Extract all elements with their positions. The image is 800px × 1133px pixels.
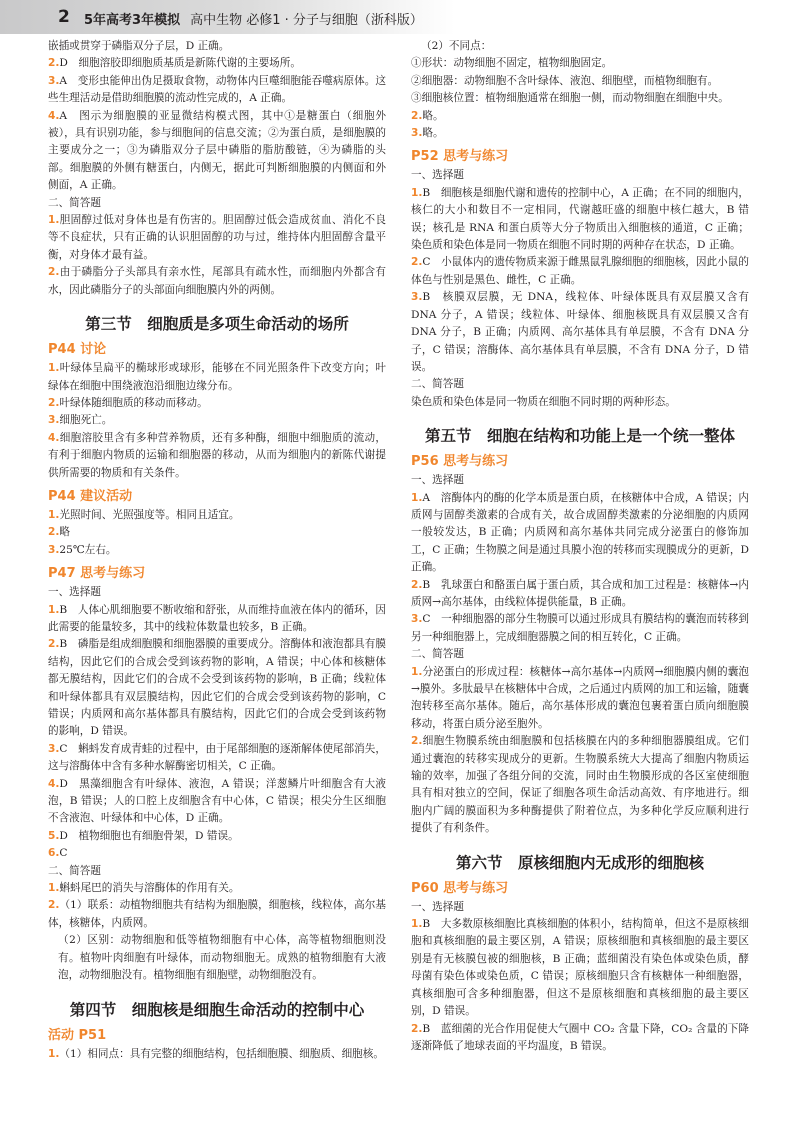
- subsection-heading: P56 思考与练习: [411, 454, 509, 470]
- answer-paragraph: [48, 524, 386, 541]
- answer-text: 胆固醇过低对身体也是有伤害的。胆固醇过低会造成贫血、消化不良等不良症状，只有正确的认识胆固醇的功与过，维持体内胆固醇含量平衡，对身体才最有益。: [48, 214, 386, 261]
- series-title: 5年高考3年模拟: [84, 13, 181, 28]
- answer-paragraph: 嵌插或贯穿于磷脂双分子层，D 正确。: [48, 40, 230, 52]
- left-column: [48, 38, 386, 1063]
- answer-paragraph: 二、简答题: [48, 864, 101, 877]
- section-title: 第三节 细胞质是多项生命活动的场所: [85, 315, 349, 334]
- answer-paragraph: [48, 55, 386, 72]
- item-number: 1.: [411, 186, 423, 199]
- answer-paragraph: [48, 264, 386, 299]
- answer-text: D 黑藻细胞含有叶绿体、液泡，A 错误；洋葱鳞片叶细胞含有大液泡，B 错误；人的口腔上皮细胞含有中心体，C 错误；根尖分生区细胞不含液泡、叶绿体和中心体，D 正确。: [48, 777, 386, 825]
- item-number: 1.: [48, 1047, 60, 1060]
- answer-text: 细胞生物膜系统由细胞膜和包括核膜在内的多种细胞器膜组成。它们通过囊泡的转移实现成分的更新。生物膜系统大大提高了细胞内物质运输的效率，加强了各组分间的交流，同时由生物膜形成的各区室使细胞具有相对独立的空间，保证了细胞各项生命活动高效、有序地进行。细胞内广阔的膜面积为多种酶提供了附着位点，为多种化学反应顺利进行提供了有利条件。: [411, 735, 749, 835]
- page-header: [0, 0, 800, 34]
- subsection-heading: P52 思考与练习: [411, 149, 509, 165]
- answer-paragraph: [411, 733, 749, 837]
- item-number: 1.: [411, 491, 423, 504]
- answer-text: 由于磷脂分子头部具有亲水性，尾部具有疏水性，而细胞内外都含有水，因此磷脂分子的头部面向细胞膜内外的两侧。: [48, 266, 386, 296]
- item-number: 3.: [48, 742, 60, 755]
- answer-text: C 一种细胞器的部分生物膜可以通过形成具有膜结构的囊泡而转移到另一种细胞器上，完成细胞器膜之间的相互转化，C 正确。: [411, 613, 749, 643]
- answer-paragraph: [411, 108, 749, 125]
- item-number: 6.: [48, 847, 60, 860]
- answer-text: 叶绿体呈扁平的椭球形或球形，能够在不同光照条件下改变方向；叶绿体在细胞中围绕液泡沿细胞边缘分布。: [48, 362, 386, 392]
- answer-text: 叶绿体随细胞质的移动而移动。: [59, 396, 208, 409]
- item-number: 2.: [48, 638, 60, 651]
- answer-paragraph: （2）不同点：: [421, 40, 492, 52]
- answer-paragraph: [48, 395, 386, 412]
- answer-paragraph: [48, 880, 386, 897]
- answer-paragraph: 染色质和染色体是同一物质在细胞不同时期的两种形态。: [411, 395, 676, 408]
- subsection-heading: P44 讨论: [48, 342, 107, 358]
- answer-text: 分泌蛋白的形成过程：核糖体→高尔基体→内质网→细胞膜内侧的囊泡→膜外。多肽最早在核糖体中合成，之后通过内质网的加工和运输，随囊泡转移至高尔基体。随后，高尔基体形成的囊泡包裹着蛋白质向细胞膜移动，将蛋白质分泌至胞外。: [411, 665, 749, 730]
- answer-paragraph: [48, 73, 386, 108]
- answer-paragraph: 二、简答题: [411, 648, 464, 661]
- answer-paragraph: ②细胞器：动物细胞不含叶绿体、液泡、细胞壁，而植物细胞有。: [411, 74, 719, 87]
- item-number: 2.: [411, 256, 423, 269]
- answer-text: B 蓝细菌的光合作用促使大气圈中 CO₂ 含量下降，CO₂ 含量的下降逐渐降低了地球表面的平均温度，B 错误。: [411, 1022, 749, 1052]
- answer-text: 25℃左右。: [59, 543, 117, 556]
- item-number: 1.: [411, 918, 423, 931]
- answer-paragraph: [411, 577, 749, 612]
- item-number: 3.: [48, 543, 60, 556]
- item-number: 2.: [48, 57, 60, 70]
- answer-text: B 核膜双层膜，无 DNA，线粒体、叶绿体既具有双层膜又含有 DNA 分子，A 错误；线粒体、叶绿体、细胞核既具有双层膜又含有 DNA 分子，B 正确；内质网、高尔基体具有单层膜，不含有 DNA 分子，C 错误；溶酶体、高尔基体具有单层膜，不含有 DNA 分子，D 错误。: [411, 291, 749, 373]
- answer-text: D 细胞溶胶即细胞质基质是新陈代谢的主要场所。: [59, 57, 301, 70]
- answer-paragraph: [411, 664, 749, 734]
- item-number: 3.: [411, 613, 423, 626]
- answer-paragraph: （2）区别：动物细胞和低等植物细胞有中心体，高等植物细胞则没有。植物叶肉细胞有叶绿体，而动物细胞无。成熟的植物细胞有大液泡，动物细胞没有。植物细胞有细胞壁，动物细胞没有。: [58, 934, 386, 982]
- page-number: 2: [58, 7, 70, 27]
- item-number: 2.: [48, 396, 60, 409]
- item-number: 5.: [48, 829, 60, 842]
- answer-paragraph: [411, 289, 749, 376]
- section-title: 第六节 原核细胞内无成形的细胞核: [455, 853, 704, 872]
- item-number: 2.: [48, 526, 60, 539]
- answer-paragraph: [48, 1046, 386, 1063]
- answer-paragraph: 一、选择题: [411, 474, 464, 487]
- answer-paragraph: 二、简答题: [48, 196, 101, 209]
- answer-text: （1）相同点：具有完整的细胞结构，包括细胞膜、细胞质、细胞核。: [59, 1047, 384, 1060]
- answer-text: B 大多数原核细胞比真核细胞的体积小，结构简单，但这不是原核细胞和真核细胞的最主要区别，A 错误；原核细胞和真核细胞的最主要区别是有无核膜包被的细胞核，B 正确；蓝细菌没有染色体或染色质，酵母菌有染色体或染色质，C 错误；原核细胞只含有核糖体一种细胞器，真核细胞可含多种细胞器，但这不是原核细胞和真核细胞的最主要区别，D 错误。: [411, 918, 749, 1018]
- answer-text: B 乳球蛋白和酪蛋白属于蛋白质，其合成和加工过程是：核糖体→内质网→高尔基体，由线粒体提供能量，B 正确。: [411, 578, 749, 608]
- answer-text: 细胞溶胶里含有多种营养物质，还有多种酶，细胞中细胞质的流动，有利于细胞内物质的运输和细胞器的移动，从而为细胞内的新陈代谢提供所需要的物质和有关条件。: [48, 431, 386, 479]
- answer-text: 细胞死亡。: [59, 414, 113, 427]
- answer-paragraph: [48, 602, 386, 637]
- answer-text: C: [59, 847, 68, 860]
- item-number: 1.: [48, 603, 60, 616]
- answer-paragraph: [411, 185, 749, 255]
- answer-paragraph: [411, 611, 749, 646]
- book-subtitle: 高中生物 必修1 · 分子与细胞（浙科版）: [190, 13, 423, 28]
- item-number: 2.: [48, 899, 60, 912]
- subsection-heading: 活动 P51: [48, 1027, 107, 1043]
- answer-text: B 磷脂是组成细胞膜和细胞器膜的重要成分。溶酶体和液泡都具有膜结构，因此它们的合成会受到该药物的影响，A 错误；中心体和核糖体都无膜结构，因此它们的合成不会受到该药物的影响，B 正确；线粒体和叶绿体都具有双层膜结构，因此它们的合成会受到该药物的影响，C 错误；内质网和高尔基体都具有膜结构，因此它们的合成会受到该药物的影响，D 错误。: [48, 638, 386, 738]
- answer-text: B 细胞核是细胞代谢和遗传的控制中心，A 正确；在不同的细胞内，核仁的大小和数目不一定相同，代谢越旺盛的细胞中核仁越大，B 错误；核孔是 RNA 和蛋白质等大分子物质出入细胞核的通道，C 正确；染色质和染色体是同一物质在细胞不同时期的两种存在状态，D 正确。: [411, 186, 749, 252]
- answer-text: C 小鼠体内的遗传物质来源于雌黑鼠乳腺细胞的细胞核，因此小鼠的体色与性别是黑色、雌性，C 正确。: [411, 256, 749, 286]
- item-number: 4.: [48, 777, 60, 790]
- item-number: 3.: [411, 127, 423, 140]
- answer-paragraph: 一、选择题: [411, 900, 464, 913]
- item-number: 3.: [48, 414, 60, 427]
- item-number: 2.: [48, 266, 60, 279]
- item-number: 1.: [48, 882, 60, 895]
- answer-paragraph: 二、简答题: [411, 378, 464, 391]
- answer-paragraph: [48, 897, 386, 932]
- item-number: 1.: [48, 362, 60, 375]
- answer-paragraph: [48, 108, 386, 195]
- answer-paragraph: [48, 507, 386, 524]
- answer-paragraph: [411, 1021, 749, 1056]
- item-number: 1.: [48, 508, 60, 521]
- item-number: 2.: [411, 109, 423, 122]
- item-number: 3.: [411, 291, 423, 304]
- subsection-heading: P44 建议活动: [48, 488, 133, 504]
- answer-paragraph: ①形状：动物细胞不固定，植物细胞固定。: [411, 57, 613, 70]
- answer-paragraph: [48, 636, 386, 740]
- item-number: 2.: [411, 1022, 423, 1035]
- answer-paragraph: [48, 212, 386, 264]
- answer-paragraph: [411, 125, 749, 142]
- answer-paragraph: [48, 828, 386, 845]
- running-title: [84, 9, 423, 28]
- answer-text: A 溶酶体内的酶的化学本质是蛋白质，在核糖体中合成，A 错误；内质网与固醇类激素的合成有关，故合成固醇类激素的分泌细胞的内质网一般较发达，B 正确；内质网和高尔基体共同完成分泌蛋白的修饰加工，C 正确；生物膜之间是通过具膜小泡的转移而实现膜成分的更新，D 正确。: [411, 491, 749, 574]
- answer-paragraph: [48, 741, 386, 776]
- answer-paragraph: [48, 412, 386, 429]
- answer-paragraph: [48, 845, 386, 862]
- item-number: 4.: [48, 431, 60, 444]
- answer-paragraph: [411, 254, 749, 289]
- answer-text: 略。: [422, 109, 444, 122]
- answer-paragraph: 一、选择题: [411, 169, 464, 182]
- answer-paragraph: [48, 430, 386, 482]
- answer-text: B 人体心肌细胞要不断收缩和舒张，从而维持血液在体内的循环，因此需要的能量较多，其中的线粒体数量也较多，B 正确。: [48, 603, 386, 633]
- subsection-heading: P60 思考与练习: [411, 880, 509, 896]
- right-column: [411, 38, 749, 1055]
- subsection-heading: P47 思考与练习: [48, 566, 146, 582]
- answer-paragraph: [411, 490, 749, 577]
- section-title: 第五节 细胞在结构和功能上是一个统一整体: [424, 427, 735, 446]
- answer-text: D 植物细胞也有细胞骨架，D 错误。: [59, 829, 239, 842]
- answer-paragraph: [48, 776, 386, 828]
- answer-text: 蝌蚪尾巴的消失与溶酶体的作用有关。: [59, 882, 240, 895]
- answer-paragraph: [48, 542, 386, 559]
- item-number: 1.: [48, 214, 60, 227]
- answer-paragraph: ③细胞核位置：植物细胞通常在细胞一侧，而动物细胞在细胞中央。: [411, 92, 729, 105]
- item-number: 2.: [411, 578, 423, 591]
- answer-paragraph: 一、选择题: [48, 586, 101, 599]
- answer-text: 略。: [422, 127, 444, 140]
- answer-text: A 图示为细胞膜的亚显微结构模式图，其中①是糖蛋白（细胞外被），具有识别功能，参与细胞间的信息交流；②为蛋白质，是细胞膜的主要成分之一；③为磷脂双分子层中磷脂的脂肪酸链，④为磷脂的头部。细胞膜的外侧有糖蛋白，内侧无，据此可判断细胞膜的内侧面和外侧面，A 正确。: [48, 109, 386, 192]
- answer-text: 光照时间、光照强度等。相同且适宜。: [59, 508, 240, 521]
- answer-paragraph: [48, 360, 386, 395]
- item-number: 3.: [48, 74, 60, 87]
- item-number: 1.: [411, 665, 423, 678]
- answer-text: A 变形虫能伸出伪足摄取食物，动物体内巨噬细胞能吞噬病原体。这些生理活动是借助细胞膜的流动性完成的，A 正确。: [48, 74, 386, 105]
- answer-paragraph: [411, 916, 749, 1020]
- item-number: 2.: [411, 735, 423, 748]
- section-title: 第四节 细胞核是细胞生命活动的控制中心: [69, 1000, 365, 1019]
- item-number: 4.: [48, 109, 60, 122]
- answer-text: （1）联系：动植物细胞共有结构为细胞膜，细胞核，线粒体，高尔基体，核糖体，内质网。: [48, 899, 386, 929]
- answer-text: 略: [59, 526, 70, 539]
- answer-text: C 蝌蚪发育成青蛙的过程中，由于尾部细胞的逐渐解体使尾部消失，这与溶酶体中含有多种水解酶密切相关，C 正确。: [48, 742, 386, 773]
